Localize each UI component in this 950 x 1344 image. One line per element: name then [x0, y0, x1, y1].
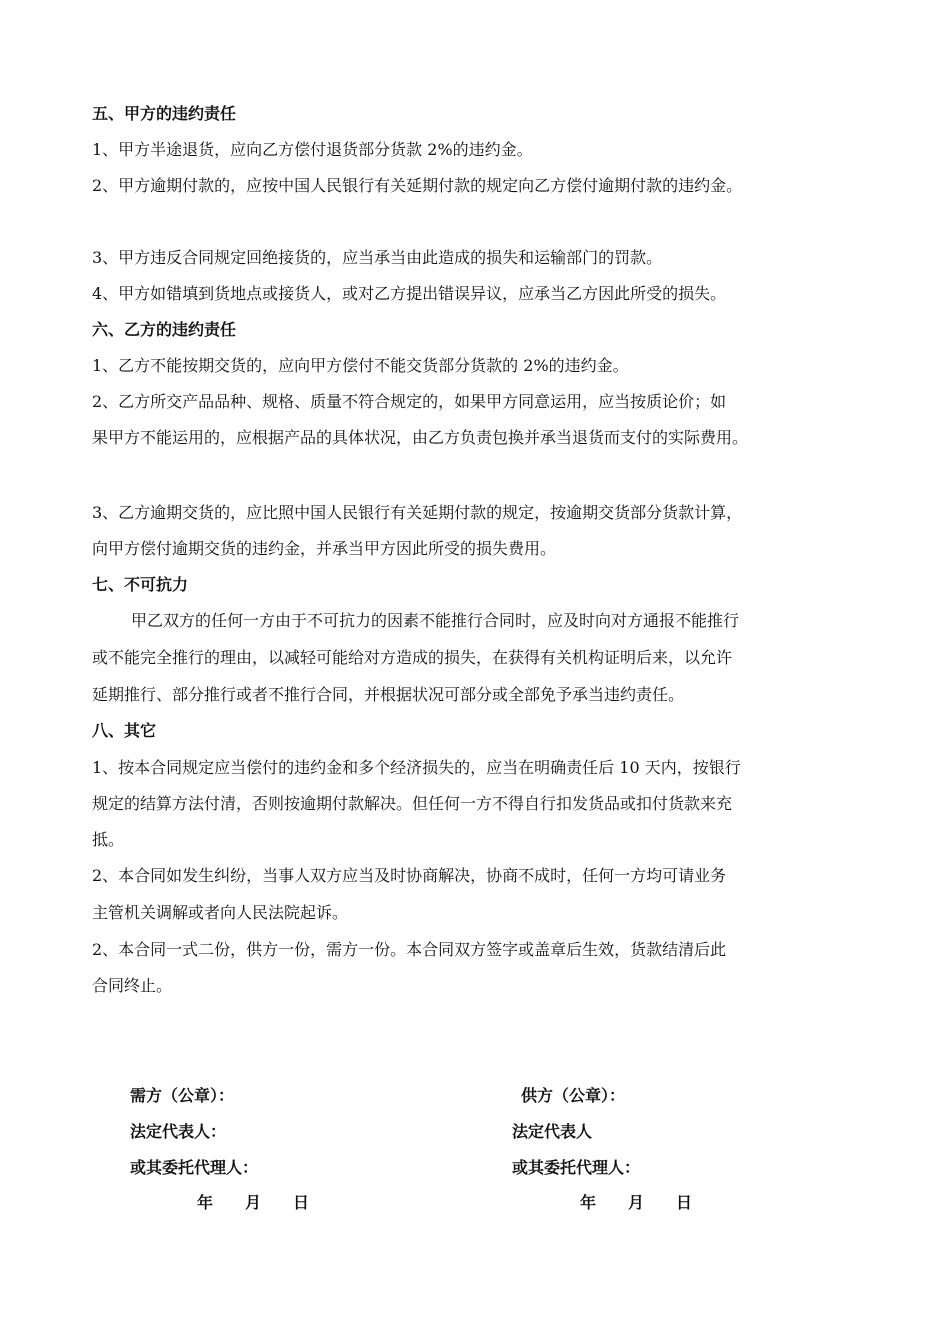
seller-date-month: 月: [628, 1193, 645, 1212]
buyer-date-month: 月: [245, 1193, 262, 1212]
section-7-line-1: 甲乙双方的任何一方由于不可抗力的因素不能推行合同时，应及时向对方通报不能推行: [131, 611, 740, 630]
buyer-representative-label: 法定代表人：: [130, 1122, 227, 1141]
section-8-item-1-line-1: 1、按本合同规定应当偿付的违约金和多个经济损失的，应当在明确责任后 10 天内，按银行: [92, 758, 741, 777]
section-6-item-2-line-2: 果甲方不能运用的，应根据产品的具体状况，由乙方负责包换并承当退货而支付的实际费用。: [92, 428, 749, 447]
section-7-line-3: 延期推行、部分推行或者不推行合同，并根据状况可部分或全部免予承当违约责任。: [92, 685, 685, 704]
buyer-date-day: 日: [293, 1193, 310, 1212]
section-8-item-3-line-1: 2、本合同一式二份，供方一份，需方一份。本合同双方签字或盖章后生效，货款结清后此: [92, 940, 727, 959]
seller-date-day: 日: [676, 1193, 693, 1212]
section-5-item-2: 2、甲方逾期付款的，应按中国人民银行有关延期付款的规定向乙方偿付逾期付款的违约金。: [92, 176, 743, 195]
section-6-item-2-line-1: 2、乙方所交产品品种、规格、质量不符合规定的，如果甲方同意运用，应当按质论价；如: [92, 392, 727, 411]
seller-date-year: 年: [580, 1193, 597, 1212]
section-8-item-1-line-3: 抵。: [92, 830, 125, 849]
section-5-heading: 五、甲方的违约责任: [92, 104, 237, 123]
seller-seal-label: 供方（公章）：: [521, 1086, 626, 1105]
section-6-heading: 六、乙方的违约责任: [92, 320, 237, 339]
section-8-item-1-line-2: 规定的结算方法付清，否则按逾期付款解决。但任何一方不得自行扣发货品或扣付货款来充: [92, 794, 733, 813]
section-7-line-2: 或不能完全推行的理由，以减轻可能给对方造成的损失，在获得有关机构证明后来，以允许: [92, 648, 733, 667]
section-5-item-4: 4、甲方如错填到货地点或接货人，或对乙方提出错误异议，应承当乙方因此所受的损失。: [92, 284, 727, 303]
section-8-heading: 八、其它: [92, 721, 157, 740]
section-6-item-3-line-2: 向甲方偿付逾期交货的违约金，并承当甲方因此所受的损失费用。: [92, 539, 557, 558]
section-8-item-2-line-2: 主管机关调解或者向人民法院起诉。: [92, 903, 349, 922]
section-7-heading: 七、不可抗力: [92, 575, 189, 594]
section-6-item-1: 1、乙方不能按期交货的，应向甲方偿付不能交货部分货款的 2%的违约金。: [92, 356, 629, 375]
buyer-seal-label: 需方（公章）：: [130, 1086, 235, 1105]
buyer-date-year: 年: [197, 1193, 214, 1212]
buyer-agent-label: 或其委托代理人：: [130, 1158, 259, 1177]
section-8-item-2-line-1: 2、本合同如发生纠纷，当事人双方应当及时协商解决，协商不成时，任何一方均可请业务: [92, 866, 727, 885]
seller-date-line: [580, 1193, 692, 1213]
section-5-item-1: 1、甲方半途退货，应向乙方偿付退货部分货款 2%的违约金。: [92, 140, 533, 159]
section-6-item-3-line-1: 3、乙方逾期交货的，应比照中国人民银行有关延期付款的规定，按逾期交货部分货款计算，: [92, 503, 743, 522]
seller-representative-label: 法定代表人: [512, 1122, 593, 1141]
buyer-date-line: [197, 1193, 309, 1213]
seller-agent-label: 或其委托代理人：: [512, 1158, 641, 1177]
section-8-item-3-line-2: 合同终止。: [92, 976, 173, 995]
section-5-item-3: 3、甲方违反合同规定回绝接货的，应当承当由此造成的损失和运输部门的罚款。: [92, 248, 663, 267]
